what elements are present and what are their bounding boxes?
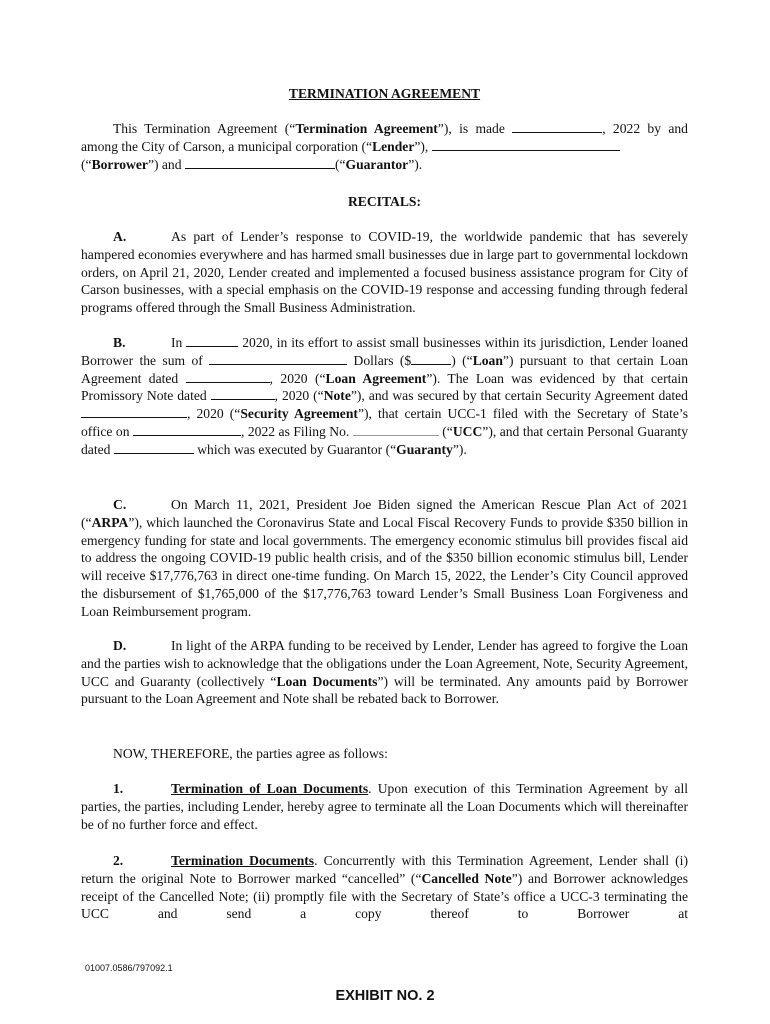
- term-borrower: Borrower: [91, 156, 148, 172]
- loan-amount-blank: [411, 352, 451, 365]
- recital-c-label: C.: [113, 497, 127, 512]
- term-loan-documents: Loan Documents: [276, 673, 378, 689]
- recital-a: A. As part of Lender’s response to COVID-19, the worldwide pandemic that has severely hampered economies everywhere and has harmed small businesses due in large part to governmental lockdown orders, on April 21, 2020, Lender created and implemented a focused business assistance program for City of Carson businesses, with a special emphasis on the COVID-19 response and accessing funding through federal programs offered through the Small Business Administration.: [81, 229, 688, 316]
- term-loan-agreement: Loan Agreement: [325, 370, 427, 386]
- date-blank: [512, 120, 602, 133]
- recital-d-label: D.: [113, 638, 127, 653]
- now-therefore-clause: NOW, THEREFORE, the parties agree as follows:: [113, 746, 388, 761]
- term-guarantor: Guarantor: [345, 156, 409, 172]
- section-2-number: 2.: [113, 853, 124, 868]
- loan-agreement-date-blank: [186, 370, 270, 383]
- term-lender: Lender: [372, 138, 415, 154]
- note-date-blank: [211, 387, 275, 400]
- recital-d: D. In light of the ARPA funding to be received by Lender, Lender has agreed to forgive the Loan and the parties wish to acknowledge that the obligations under the Loan Agreement, Note, Security Agreement, UCC and Guaranty (collectively “Loan Documents”) will be terminated. Any amounts paid by Borrower pursuant to the Loan Agreement and Note shall be rebated back to Borrower.: [81, 638, 688, 707]
- borrower-name-blank: [432, 138, 620, 151]
- term-security-agreement: Security Agreement: [240, 406, 358, 422]
- term-cancelled-note: Cancelled Note: [421, 870, 512, 886]
- filing-number-blank: [353, 423, 439, 436]
- section-2: 2. Termination Documents. Concurrently with this Termination Agreement, Lender shall (i) return the original Note to Borrower marked “cancelled” (“Cancelled Note”) and Borrower acknowledges receipt of the Cancelled Note; (ii) promptly file with the Secretary of State’s office a UCC-3 terminating the UCC and send a copy thereof to Borrower at: [81, 853, 689, 922]
- guaranty-date-blank: [114, 441, 194, 454]
- recitals-heading: RECITALS:: [347, 194, 422, 209]
- term-note: Note: [323, 388, 351, 404]
- term-termination-agreement: Termination Agreement: [295, 121, 438, 136]
- security-agreement-date-blank: [81, 405, 187, 418]
- exhibit-label: EXHIBIT NO. 2: [335, 988, 435, 1004]
- recital-b-label: B.: [113, 335, 126, 350]
- term-ucc: UCC: [452, 423, 483, 439]
- section-2-heading: Termination Documents: [171, 853, 315, 868]
- intro-paragraph: This Termination Agreement (“Termination Agreement”), is made , 2022 by and among the City of Carson, a municipal corporation (“Lender”), (“Borrower”) and (“Guarantor”).: [81, 121, 688, 172]
- section-1-number: 1.: [113, 781, 124, 796]
- document-title: TERMINATION AGREEMENT: [288, 86, 481, 101]
- section-1-heading: Termination of Loan Documents: [171, 781, 369, 796]
- guarantor-name-blank: [185, 156, 335, 169]
- recital-c: C. On March 11, 2021, President Joe Biden signed the American Rescue Plan Act of 2021 (“ARPA”), which launched the Coronavirus State and Local Fiscal Recovery Funds to provide $350 billion in emergency funding for state and local governments. The emergency economic stimulus bill provides fiscal aid to address the ongoing COVID-19 public health crisis, and of the $350 billion economic stimulus bill, Lender will receive $17,776,763 in direct one-time funding. On March 15, 2022, the Lender’s City Council approved the disbursement of $1,765,000 of the $17,776,763 toward Lender’s Small Business Loan Forgiveness and Loan Reimbursement program.: [81, 497, 688, 619]
- recital-b: B. In 2020, in its effort to assist small businesses within its jurisdiction, Lender loaned Borrower the sum of Dollars ($ ) (“Loan”) pursuant to that certain Loan Agreement dated , 2020 (“Loan Agreement”). The Loan was evidenced by that certain Promissory Note dated , 2020 (“Note”), and was secured by that certain Security Agreement dated , 2020 (“Security Agreement”), that certain UCC-1 filed with the Secretary of State’s office on , 2022 as Filing No. (“UCC”), and that certain Personal Guaranty dated which was executed by Guarantor (“Guaranty”).: [81, 335, 688, 457]
- term-guaranty: Guaranty: [396, 441, 453, 457]
- loan-amount-words-blank: [209, 352, 347, 365]
- term-loan: Loan: [472, 352, 503, 368]
- term-arpa: ARPA: [91, 514, 129, 530]
- section-1: 1. Termination of Loan Documents. Upon execution of this Termination Agreement by all parties, the parties, including Lender, hereby agree to terminate all the Loan Documents which will thereinafter be of no further force and effect.: [81, 781, 689, 832]
- ucc-filed-date-blank: [133, 423, 241, 436]
- month-blank: [186, 334, 238, 347]
- document-id-footer: 01007.0586/797092.1: [85, 963, 173, 973]
- recital-a-label: A.: [113, 229, 127, 244]
